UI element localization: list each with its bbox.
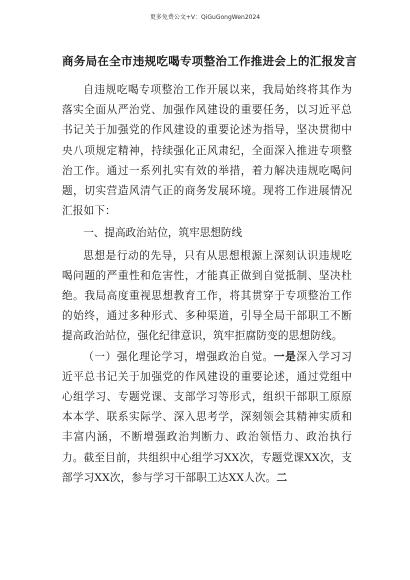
document-title: 商务局在全市违规吃喝专项整治工作推进会上的汇报发言 [62,54,357,68]
intro-paragraph: 自违规吃喝专项整治工作开展以来，我局始终将其作为落实全面从严治党、加强作风建设的重要任务，以习近平总书记关于加强党的作风建设的重要论述为指导，坚决贯彻中央八项规定精神，持续强化正风肃纪，全面深入推进专项整治工作。通过一系列扎实有效的举措，着力解决违规吃喝问题，切实营造风清气正的商务发展环境。现将工作进展情况汇报如下： [62,84,352,218]
document-body [62,52,357,488]
subsection-label: （一）强化理论学习，增强政治自觉。 [83,350,274,363]
section-heading: 一、提高政治站位，筑牢思想防线 [83,227,243,240]
header-note: 更多免费公文+V：QiGuGongWen2024 [149,14,261,21]
subsection-paragraph [62,347,352,488]
subsection-tail: 二 [276,471,288,484]
subsection-lead: 一是 [273,350,297,363]
subsection-body: 深入学习习近平总书记关于加强党的作风建设的重要论述，通过党组中心组学习、专题党课、支部学习等形式，组织干部职工原原本本学、联系实际学、深入思考学，深刻领会其精神实质和丰富内涵，不断增强政治判断力、政治领悟力、政治执行力。截至目前，共组织中心组学习XX次，专题党课XX次，支部学习XX次，参与学习干部职工达XX人次。 [62,350,353,484]
section-body-paragraph: 思想是行动的先导，只有从思想根源上深刻认识违规吃喝问题的严重性和危害性，才能真正做到自觉抵制、坚决杜绝。我局高度重视思想教育工作，将其贯穿于专项整治工作的始终，通过多种形式、多种渠道，引导全局干部职工不断提高政治站位，强化纪律意识，筑牢拒腐防变的思想防线。 [62,249,352,343]
